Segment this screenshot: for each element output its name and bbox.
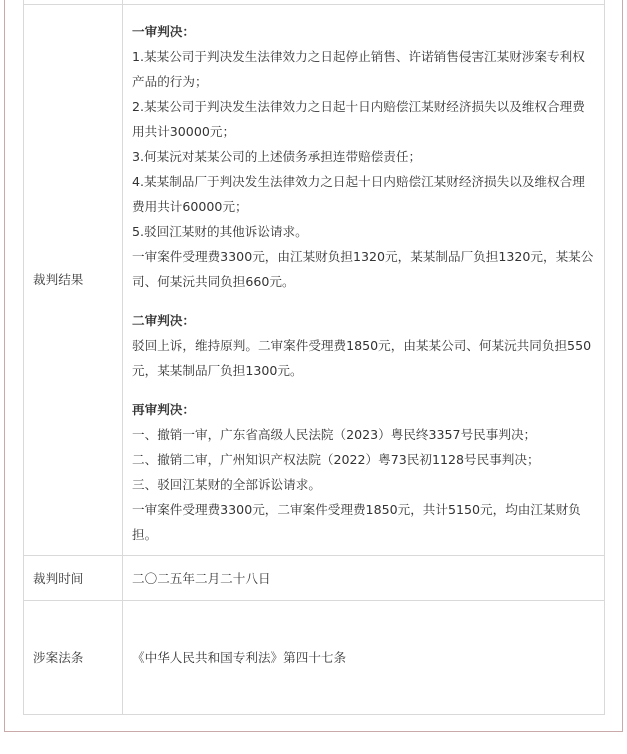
second-instance-heading: 二审判决： (132, 313, 195, 328)
first-instance-section (132, 19, 594, 294)
judgment-date: 二〇二五年二月二十八日 (123, 556, 605, 601)
retrial-item: 一、撤销一审，广东省高级人民法院（2023）粤民终3357号民事判决； (132, 427, 537, 442)
retrial-item: 二、撤销二审，广州知识产权法院（2022）粤73民初1128号民事判决； (132, 452, 540, 467)
law-row (24, 601, 605, 715)
second-instance-section (132, 308, 594, 383)
result-row (24, 5, 605, 556)
first-instance-fee: 一审案件受理费3300元，由江某财负担1320元，某某制品厂负担1320元，某某公司、何某沅共同负担660元。 (132, 249, 594, 289)
time-row (24, 556, 605, 601)
first-instance-item: 3.何某沅对某某公司的上述债务承担连带赔偿责任； (132, 149, 422, 164)
retrial-section (132, 397, 594, 547)
result-label: 裁判结果 (24, 5, 123, 556)
retrial-fee: 一审案件受理费3300元，二审案件受理费1850元，共计5150元，均由江某财负担。 (132, 502, 581, 542)
first-instance-heading: 一审判决： (132, 24, 195, 39)
retrial-item: 三、驳回江某财的全部诉讼请求。 (132, 477, 321, 492)
law-reference: 《中华人民共和国专利法》第四十七条 (123, 601, 605, 715)
first-instance-item: 5.驳回江某财的其他诉讼请求。 (132, 224, 308, 239)
second-instance-item: 驳回上诉，维持原判。二审案件受理费1850元，由某某公司、何某沅共同负担550元，某某制品厂负担1300元。 (132, 338, 592, 378)
retrial-heading: 再审判决： (132, 402, 195, 417)
law-label: 涉案法条 (24, 601, 123, 715)
judgment-table (23, 0, 605, 715)
first-instance-item: 4.某某制品厂于判决发生法律效力之日起十日内赔偿江某财经济损失以及维权合理费用共计60000元； (132, 174, 585, 214)
result-content (123, 5, 605, 556)
first-instance-item: 2.某某公司于判决发生法律效力之日起十日内赔偿江某财经济损失以及维权合理费用共计30000元； (132, 99, 585, 139)
first-instance-item: 1.某某公司于判决发生法律效力之日起停止销售、许诺销售侵害江某财涉案专利权产品的行为； (132, 49, 585, 89)
time-label: 裁判时间 (24, 556, 123, 601)
